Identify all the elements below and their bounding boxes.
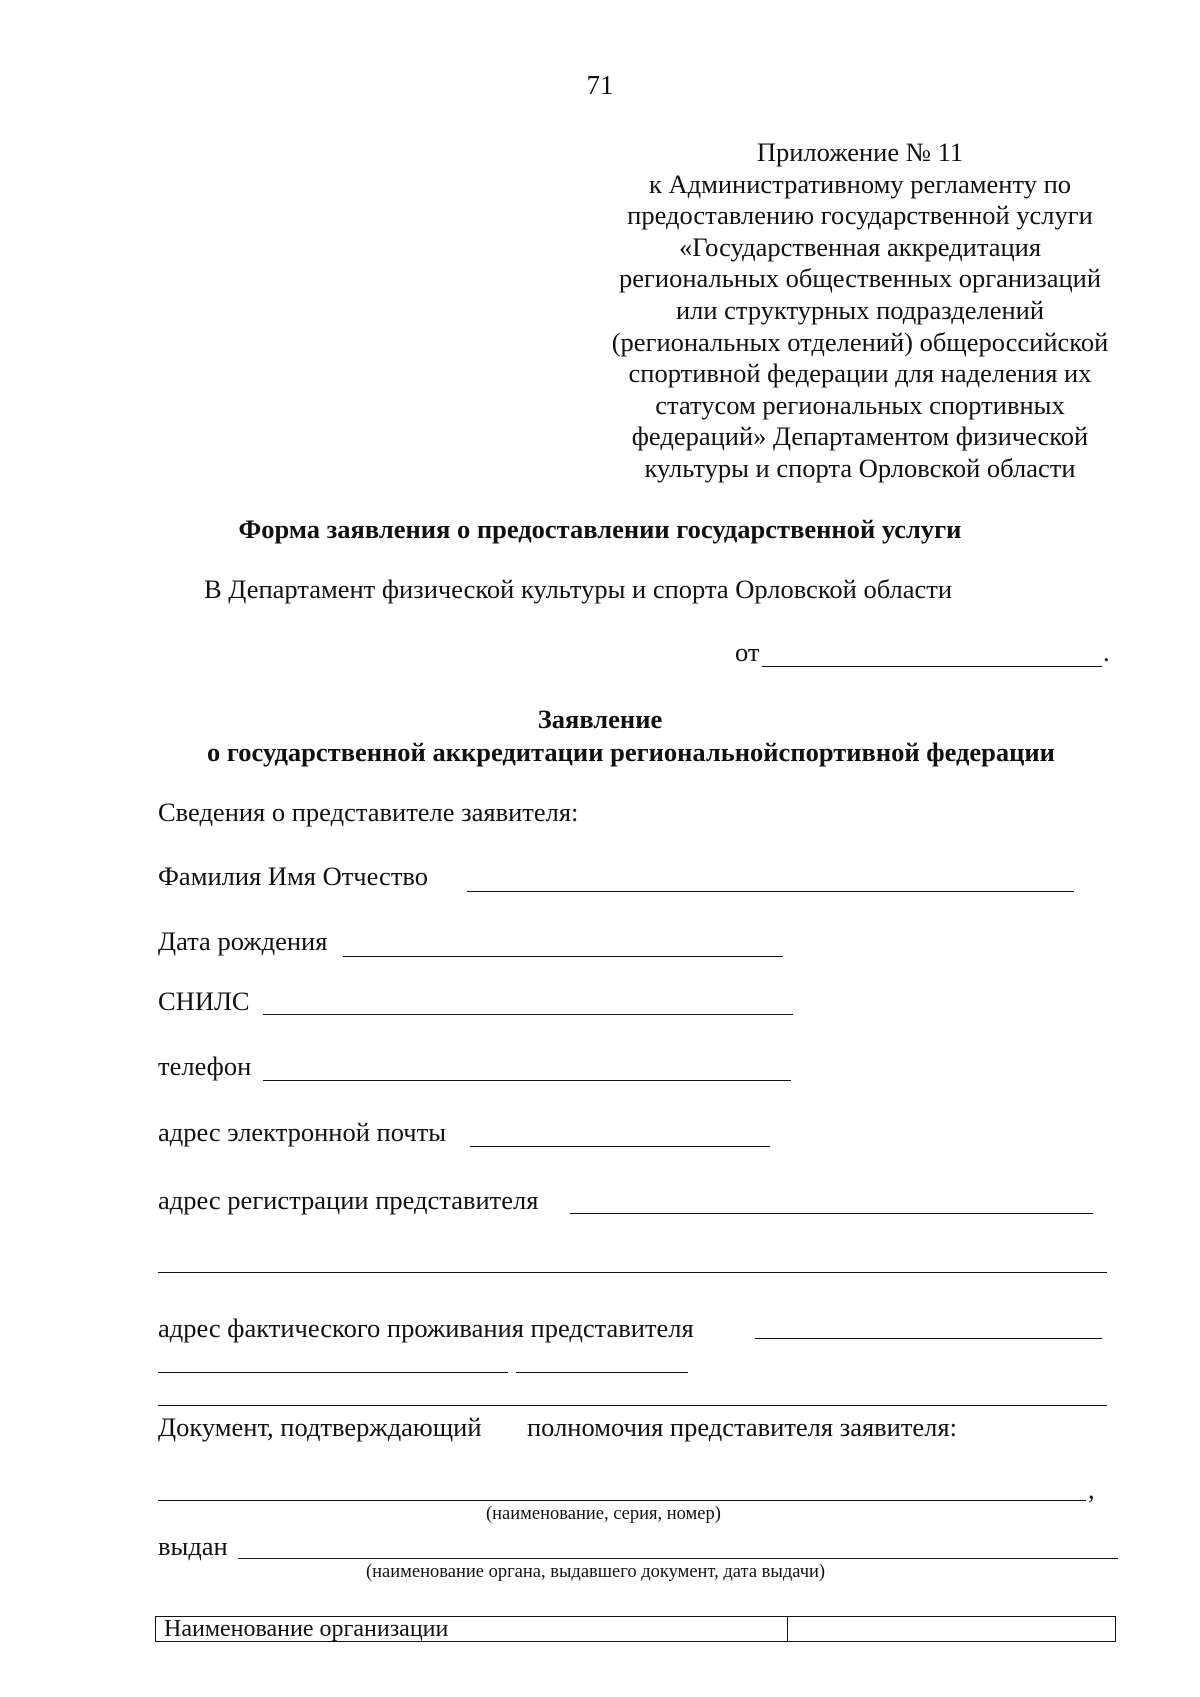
form-title: Форма заявления о предоставлении государственной услуги <box>238 514 962 544</box>
email-label: адрес электронной почты <box>158 1117 446 1147</box>
email-field-line[interactable] <box>470 1146 770 1147</box>
appendix-line: (региональных отделений) общероссийской <box>611 326 1109 357</box>
appendix-line: предоставлению государственной услуги <box>627 200 1093 231</box>
actual-address-continuation-line-c[interactable] <box>158 1405 1107 1406</box>
appendix-line: статусом региональных спортивных <box>655 389 1065 420</box>
appendix-line: «Государственная аккредитация <box>678 231 1042 262</box>
registration-address-label: адрес регистрации представителя <box>158 1185 539 1215</box>
recipient-line: В Департамент физической культуры и спорта Орловской области <box>204 574 953 604</box>
registration-address-continuation-line[interactable] <box>158 1272 1107 1273</box>
phone-field-line[interactable] <box>263 1080 791 1081</box>
issued-field-line[interactable] <box>238 1558 1118 1559</box>
full-name-field-line[interactable] <box>467 891 1074 892</box>
snils-field-line[interactable] <box>263 1014 793 1015</box>
snils-label: СНИЛС <box>158 986 250 1016</box>
issued-caption: (наименование органа, выдавшего документ, дата выдачи) <box>366 1562 826 1582</box>
appendix-line: Приложение № 11 <box>756 137 964 167</box>
issued-label: выдан <box>158 1531 228 1561</box>
appendix-line: или структурных подразделений <box>675 294 1045 325</box>
from-field-end: . <box>1103 637 1110 667</box>
phone-label: телефон <box>158 1051 252 1081</box>
appendix-header <box>600 137 1120 485</box>
organization-table <box>155 1616 1116 1642</box>
organization-name-value[interactable] <box>788 1617 1116 1642</box>
birth-date-label: Дата рождения <box>158 926 328 956</box>
actual-address-label: адрес фактического проживания представителя <box>158 1313 694 1343</box>
registration-address-field-line[interactable] <box>570 1213 1093 1214</box>
appendix-line: к Административному регламенту по <box>648 168 1072 199</box>
birth-date-field-line[interactable] <box>343 956 783 957</box>
from-label: от <box>735 637 760 667</box>
actual-address-continuation-line-a[interactable] <box>158 1372 508 1373</box>
authority-doc-field-line[interactable] <box>158 1500 1086 1501</box>
statement-subtitle: о государственной аккредитации региональнойспортивной федерации <box>207 737 1055 767</box>
page-number: 71 <box>586 70 614 100</box>
authority-doc-label-part1: Документ, подтверждающий <box>158 1412 482 1442</box>
authority-doc-label-part2: полномочия представителя заявителя: <box>527 1412 957 1442</box>
organization-name-label: Наименование организации <box>156 1617 788 1642</box>
appendix-line: региональных общественных организаций <box>619 263 1101 294</box>
actual-address-continuation-line-b[interactable] <box>516 1372 688 1373</box>
statement-title: Заявление <box>537 704 663 734</box>
appendix-line: федераций» Департаментом физической <box>631 421 1089 452</box>
from-field-line[interactable] <box>762 666 1102 667</box>
authority-doc-line-end: , <box>1088 1474 1095 1504</box>
appendix-line: культуры и спорта Орловской области <box>644 452 1076 483</box>
appendix-line: спортивной федерации для наделения их <box>628 358 1092 389</box>
full-name-label: Фамилия Имя Отчество <box>158 861 428 891</box>
actual-address-field-line[interactable] <box>755 1338 1102 1339</box>
table-row <box>156 1617 1116 1642</box>
authority-doc-caption: (наименование, серия, номер) <box>486 1504 721 1524</box>
section-heading: Сведения о представителе заявителя: <box>158 797 579 827</box>
